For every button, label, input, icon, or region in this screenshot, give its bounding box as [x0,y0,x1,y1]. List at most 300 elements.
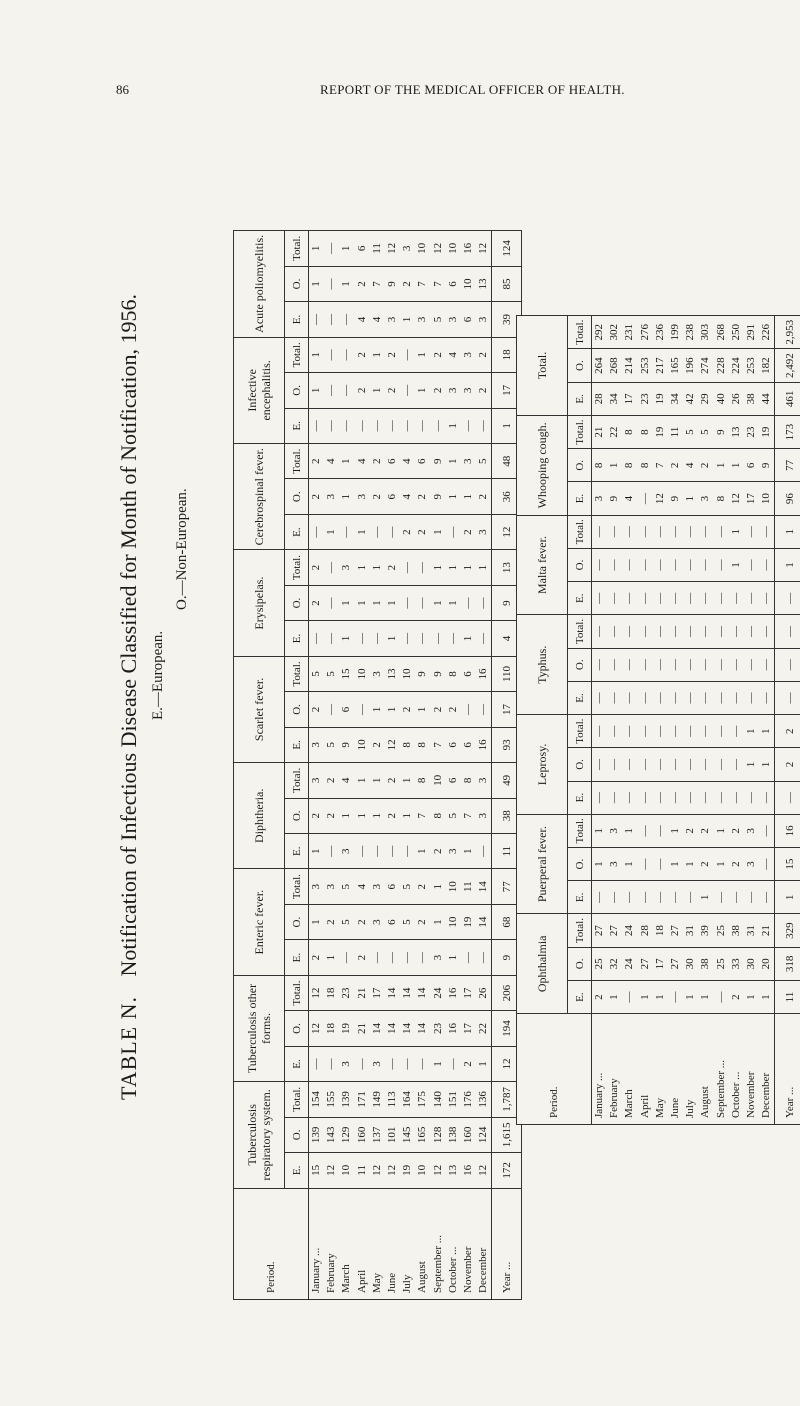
month-label: November [744,1071,757,1118]
table-cell: — [638,725,651,737]
table-cell: 3 [340,848,353,854]
year-total-cell: 318 [775,947,800,980]
table-cell: 12 [385,1164,398,1176]
table-cell: 1 [446,493,459,500]
table-cell: 3 [608,861,621,867]
table-cell: 12 [370,1164,383,1176]
table-cell: 199 [668,324,681,341]
table-cell: — [325,420,338,432]
table-cell: 10 [355,739,368,751]
table-cell: 1 [684,861,697,867]
table-cell: — [593,659,605,671]
table-cell: 5 [310,671,322,677]
table-cell: — [340,313,353,325]
table-cell: 27 [668,925,681,937]
disease-group-header: Whooping cough. [517,415,568,515]
table-cell: — [714,792,727,804]
table-cell: 12 [310,1023,322,1035]
table-cell: — [325,597,338,609]
table-cell: — [744,792,757,804]
table-cell: 3 [446,387,459,394]
monthly-values-o [309,904,492,939]
table-cell: 3 [310,777,322,784]
monthly-values-t [309,763,492,798]
table-cell: 2 [310,813,322,819]
table-cell: 13 [729,426,742,438]
table-cell: 143 [325,1126,338,1144]
monthly-values-e [592,781,775,814]
table-cell: 5 [699,429,712,435]
table-cell: 1 [760,728,773,734]
table-cell: — [593,792,605,804]
table-cell: — [325,278,338,290]
year-total-cell: 1 [775,881,800,914]
table-cell: 1 [744,728,757,734]
table-cell: 2 [385,813,398,819]
year-total-cell: 11 [775,980,800,1013]
year-total-cell: — [775,681,800,714]
table-cell: — [729,891,742,903]
monthly-values-t [309,1082,492,1117]
table-cell: — [760,858,773,870]
table-cell: 145 [401,1126,414,1144]
table-cell: 302 [608,324,621,341]
monthly-values-t [592,515,775,548]
table-cell: — [668,891,681,903]
table-cell: — [401,633,414,645]
table-cell: 3 [744,861,757,867]
table-cell: 155 [325,1091,338,1108]
subheader-total: Total. [568,715,592,748]
monthly-values-t [592,615,775,648]
month-label: December [477,1247,490,1293]
table-cell: — [370,952,383,964]
monthly-values-e [592,482,775,515]
table-cell: 2 [355,919,368,925]
monthly-values-e [592,980,775,1013]
year-total-cell: 194 [492,1011,522,1046]
table-cell: — [729,692,742,704]
month-label: July [684,1099,697,1118]
year-total-cell: 11 [492,834,522,869]
table-cell: 28 [593,393,605,405]
table-cell: 17 [370,987,383,999]
table-cell: — [416,1058,429,1070]
table-cell: 2 [385,564,398,571]
table-cell: — [760,792,773,804]
year-total-cell: 2 [775,748,800,781]
table-cell: 124 [477,1126,490,1144]
table-cell: 2 [684,828,697,834]
table-cell: 27 [608,925,621,937]
year-total-cell: 1 [492,408,522,443]
table-cell: 1 [446,954,459,961]
year-total-cell: 38 [492,798,522,833]
table-cell: 1 [370,564,383,571]
table-cell: 1 [310,245,322,252]
table-cell: 128 [431,1126,444,1144]
table-cell: 13 [385,668,398,680]
table-cell: — [370,633,383,645]
table-cell: 2 [370,458,383,465]
table-cell: 10 [446,916,459,928]
table-cell: 1 [370,600,383,606]
period-header: Period. [234,1188,309,1299]
disease-group-header: Cerebrospinal fever. [234,444,285,550]
table-cell: 14 [416,987,429,999]
table-cell: 3 [310,742,322,748]
table-cell: 42 [684,393,697,405]
subheader-e: E. [568,681,592,714]
table-cell: — [325,384,338,396]
table-cell: 3 [355,493,368,500]
monthly-values-t [592,914,775,947]
table-cell: 16 [461,1164,474,1176]
table-cell: 2 [355,954,368,961]
table-cell: 1 [638,994,651,1000]
table-cell: — [714,991,727,1003]
table-cell: 18 [653,925,666,937]
table-cell: 6 [461,671,474,677]
table-cell: 276 [638,324,651,341]
table-cell: — [401,384,414,396]
key-non-european: O.—Non-European. [174,488,190,610]
table-cell: — [760,559,773,571]
year-total-cell: 9 [492,585,522,620]
month-label: July [401,1274,414,1293]
table-cell: — [668,692,681,704]
table-cell: — [653,758,666,770]
table-cell: 8 [461,777,474,784]
table-cell: 18 [325,987,338,999]
table-cell: 7 [370,281,383,287]
table-cell: 5 [340,919,353,925]
table-cell: — [668,559,681,571]
table-cell: — [608,559,621,571]
month-label: December [760,1072,773,1118]
table-cell: 1 [370,813,383,819]
notification-table-left [233,230,522,1300]
month-label: January ... [310,1247,322,1293]
table-cell: — [668,592,681,604]
subheader-e: E. [568,382,592,415]
table-cell: — [461,420,474,432]
table-cell: — [714,626,727,637]
table-cell: — [638,825,651,837]
table-cell: 5 [325,671,338,677]
table-cell: 17 [653,958,666,970]
subheader-o: O. [285,692,309,727]
table-cell: 3 [385,316,398,323]
table-cell: 2 [416,529,429,535]
table-cell: — [325,845,338,857]
disease-group-header: Leprosy. [517,715,568,815]
subheader-o: O. [568,748,592,781]
table-cell: 228 [714,357,727,374]
table-cell: 6 [446,742,459,748]
table-cell: — [699,526,712,538]
table-cell: — [608,891,621,903]
table-cell: 1 [431,1061,444,1067]
table-cell: 6 [385,493,398,500]
table-cell: — [653,592,666,604]
table-cell: — [623,559,636,571]
table-cell: — [477,952,490,964]
year-total-cell: 17 [492,692,522,727]
table-cell: 4 [401,493,414,500]
table-cell: 1 [461,564,474,571]
table-cell: 14 [401,1023,414,1035]
table-cell: — [744,891,757,903]
table-cell: 10 [340,1164,353,1176]
monthly-rows [309,231,492,1300]
table-cell: 5 [325,742,338,748]
monthly-rows [592,316,775,1125]
subheader-o: O. [285,1117,309,1152]
table-cell: — [593,725,605,737]
monthly-values-e [309,621,492,656]
table-cell: — [340,952,353,964]
table-cell: 1 [608,462,621,469]
monthly-values-t [309,656,492,691]
table-cell: 264 [593,357,605,374]
table-cell: 1 [760,761,773,768]
table-cell: 1 [325,529,338,535]
year-total-cell: 2,953 [775,316,800,350]
year-total-cell: 110 [492,656,522,691]
table-cell: — [653,559,666,571]
table-cell: — [623,991,636,1003]
table-cell: 2 [699,462,712,469]
table-cell: 1 [684,994,697,1000]
month-label: March [623,1089,636,1118]
table-cell: 10 [355,668,368,680]
table-cell: — [668,792,681,804]
table-cell: 44 [760,393,773,405]
month-label: January ... [593,1072,605,1118]
monthly-values-o [592,947,775,980]
year-total-cell: 49 [492,763,522,798]
table-cell: 1 [370,706,383,713]
table-cell: 3 [416,316,429,323]
subheader-total: Total. [285,656,309,691]
subheader-o: O. [285,798,309,833]
table-cell: 16 [446,987,459,999]
subheader-o: O. [568,449,592,482]
table-cell: 28 [638,925,651,937]
table-cell: 1 [461,848,474,854]
monthly-values-o [309,1011,492,1046]
table-cell: 23 [431,1023,444,1035]
table-cell: — [593,692,605,704]
table-cell: 25 [714,925,727,937]
table-cell: 14 [385,987,398,999]
subheader-o: O. [568,349,592,382]
table-cell: — [477,420,490,432]
table-cell: 15 [310,1164,322,1176]
table-cell: 10 [446,881,459,893]
table-cell: 19 [461,916,474,928]
table-cell: — [325,242,338,254]
table-cell: — [401,420,414,432]
table-cell: 40 [714,393,727,405]
monthly-values-o [309,798,492,833]
subheader-o: O. [285,1011,309,1046]
table-cell: — [760,825,773,837]
table-cell: 16 [477,739,490,751]
table-cell: — [744,592,757,604]
table-cell: — [684,526,697,538]
table-cell: 12 [477,1164,490,1176]
table-cell: 1 [370,777,383,784]
monthly-values-e [309,834,492,869]
table-cell: — [714,659,727,671]
monthly-values-e [309,302,492,337]
table-cell: 1 [431,883,444,890]
table-cell: — [714,692,727,704]
table-cell: — [477,633,490,645]
table-cell: 1 [340,458,353,465]
table-cell: 22 [477,1023,490,1035]
year-total-cell: 96 [775,482,800,515]
table-cell: 8 [446,671,459,677]
table-cell: — [401,597,414,609]
table-cell: — [461,952,474,964]
table-cell: — [370,845,383,857]
table-cell: 1 [310,387,322,394]
table-cell: 30 [684,958,697,970]
year-label: Year ... [492,1188,522,1299]
table-cell: — [608,692,621,704]
year-total-cell: — [775,781,800,814]
table-cell: 2 [355,352,368,358]
table-cell: 5 [431,316,444,323]
table-cell: — [310,420,322,432]
subheader-total: Total. [285,444,309,479]
table-cell: 21 [593,426,605,438]
table-cell: 3 [699,495,712,502]
year-total-cell: — [775,582,800,615]
table-cell: 3 [431,954,444,961]
table-cell: — [744,526,757,538]
group-header-row [234,231,285,1300]
month-label: August [416,1261,429,1293]
table-cell: 140 [431,1091,444,1108]
table-cell: 2 [416,919,429,925]
table-cell: 268 [714,324,727,341]
table-cell: 1 [699,894,712,901]
month-label: May [370,1272,383,1293]
table-cell: 6 [385,883,398,890]
table-cell: 5 [446,813,459,819]
table-cell: 182 [760,357,773,374]
table-cell: 3 [461,352,474,358]
table-cell: 274 [699,357,712,374]
table-cell: 4 [684,462,697,469]
table-cell: 7 [416,813,429,819]
table-cell: 34 [608,393,621,405]
table-cell: — [638,692,651,704]
table-cell: 6 [446,281,459,287]
table-cell: 2 [668,462,681,469]
table-cell: 2 [477,493,490,500]
table-cell: 14 [416,1023,429,1035]
disease-group-header: Typhus. [517,615,568,715]
month-list [309,1188,492,1299]
table-cell: — [385,952,398,964]
table-cell: 2 [477,387,490,394]
year-total-cell: 1,615 [492,1117,522,1152]
group-header-row [517,316,568,1125]
year-total-cell: 1 [775,515,800,548]
monthly-values-o [592,449,775,482]
table-cell: — [684,725,697,737]
month-label: May [653,1097,666,1118]
table-cell: 3 [446,848,459,854]
table-cell: — [638,891,651,903]
table-cell: 24 [623,925,636,937]
subheader-o: O. [568,648,592,681]
table-cell: 3 [477,777,490,784]
table-cell: — [401,349,414,361]
table-cell: 303 [699,324,712,341]
table-cell: — [416,562,429,574]
table-cell: 33 [729,958,742,970]
table-cell: 1 [401,813,414,819]
year-total-cell: 1,787 [492,1082,522,1117]
monthly-values-o [592,648,775,681]
table-cell: — [401,952,414,964]
table-cell: 8 [638,429,651,435]
table-cell: 9 [760,462,773,469]
table-cell: 12 [431,1164,444,1176]
table-cell: — [401,562,414,574]
table-cell: — [340,420,353,432]
table-cell: — [477,845,490,857]
table-cell: — [355,420,368,432]
year-total-cell: 206 [492,975,522,1010]
subheader-row [568,316,592,1125]
year-total-cell: 85 [492,266,522,301]
year-total-cell: 1 [775,548,800,581]
table-cell: — [699,758,712,770]
monthly-values-e [592,382,775,415]
year-total-cell: 18 [492,337,522,372]
table-cell: — [638,626,651,637]
monthly-values-t [309,975,492,1010]
table-cell: 253 [638,357,651,374]
table-cell: 31 [744,925,757,937]
subheader-e: E. [568,482,592,515]
disease-group-header: Infective encephalitis. [234,337,285,443]
subheader-o: O. [285,373,309,408]
table-cell: — [340,384,353,396]
table-cell: 4 [446,352,459,358]
table-cell: — [744,692,757,704]
table-cell: — [325,313,338,325]
table-cell: — [623,626,636,637]
monthly-values-o [309,585,492,620]
table-caption [116,294,142,1100]
year-total-cell: 2 [775,715,800,748]
table-cell: — [684,891,697,903]
table-cell: — [623,891,636,903]
table-cell: 6 [461,742,474,748]
table-cell: 4 [355,883,368,890]
table-cell: 5 [340,883,353,890]
table-cell: — [416,420,429,432]
table-cell: 38 [744,393,757,405]
